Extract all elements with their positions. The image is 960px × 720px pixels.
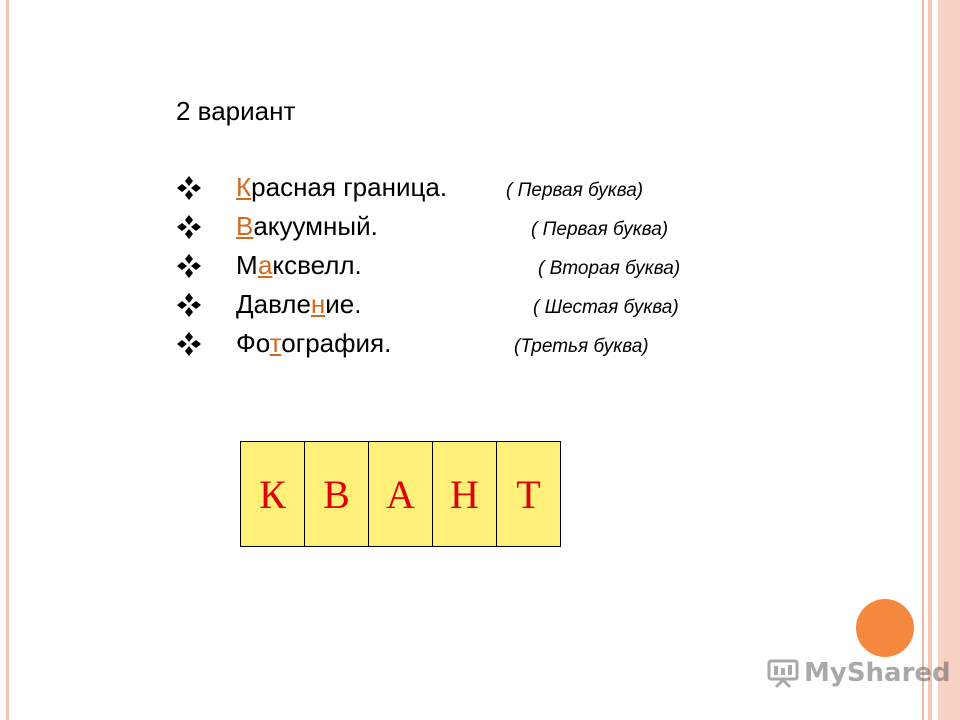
highlighted-letter: а xyxy=(257,250,273,280)
answer-cell: Т xyxy=(496,442,561,546)
presentation-icon xyxy=(766,656,800,690)
slide-frame-right-stripes xyxy=(924,0,960,720)
letter-position-note: ( Первая буква) xyxy=(506,180,644,201)
word-text: Максвелл. xyxy=(236,250,362,280)
slide-title: 2 вариант xyxy=(176,96,296,126)
highlighted-letter: В xyxy=(236,211,254,241)
highlighted-letter: К xyxy=(236,172,252,202)
word-text: Вакуумный. xyxy=(236,211,378,241)
letter-position-note: ( Вторая буква) xyxy=(538,258,681,279)
letter-position-note: ( Шестая буква) xyxy=(533,297,679,318)
word-text: Давление. xyxy=(236,289,362,319)
answer-cell: В xyxy=(304,442,369,546)
letter-position-note: (Третья буква) xyxy=(514,336,649,357)
diamond-bullet-icon xyxy=(176,214,202,240)
list-item xyxy=(176,328,736,367)
answer-cell: А xyxy=(368,442,433,546)
list-item xyxy=(176,289,736,328)
list-item xyxy=(176,172,736,211)
answer-grid xyxy=(240,441,561,547)
slide-frame-left xyxy=(6,0,9,720)
answer-cell: Н xyxy=(432,442,497,546)
decorative-circle xyxy=(856,599,914,657)
list-item xyxy=(176,211,736,250)
watermark xyxy=(766,656,951,690)
word-list xyxy=(176,172,736,367)
diamond-bullet-icon xyxy=(176,253,202,279)
diamond-bullet-icon xyxy=(176,331,202,357)
diamond-bullet-icon xyxy=(176,175,202,201)
answer-cell: К xyxy=(240,442,305,546)
word-text: Фотография. xyxy=(236,328,392,358)
word-text: Красная граница. xyxy=(236,172,448,202)
highlighted-letter: н xyxy=(310,289,326,319)
letter-position-note: ( Первая буква) xyxy=(531,219,669,240)
diamond-bullet-icon xyxy=(176,292,202,318)
list-item xyxy=(176,250,736,289)
highlighted-letter: т xyxy=(269,328,282,358)
watermark-text: MyShared xyxy=(804,658,951,688)
